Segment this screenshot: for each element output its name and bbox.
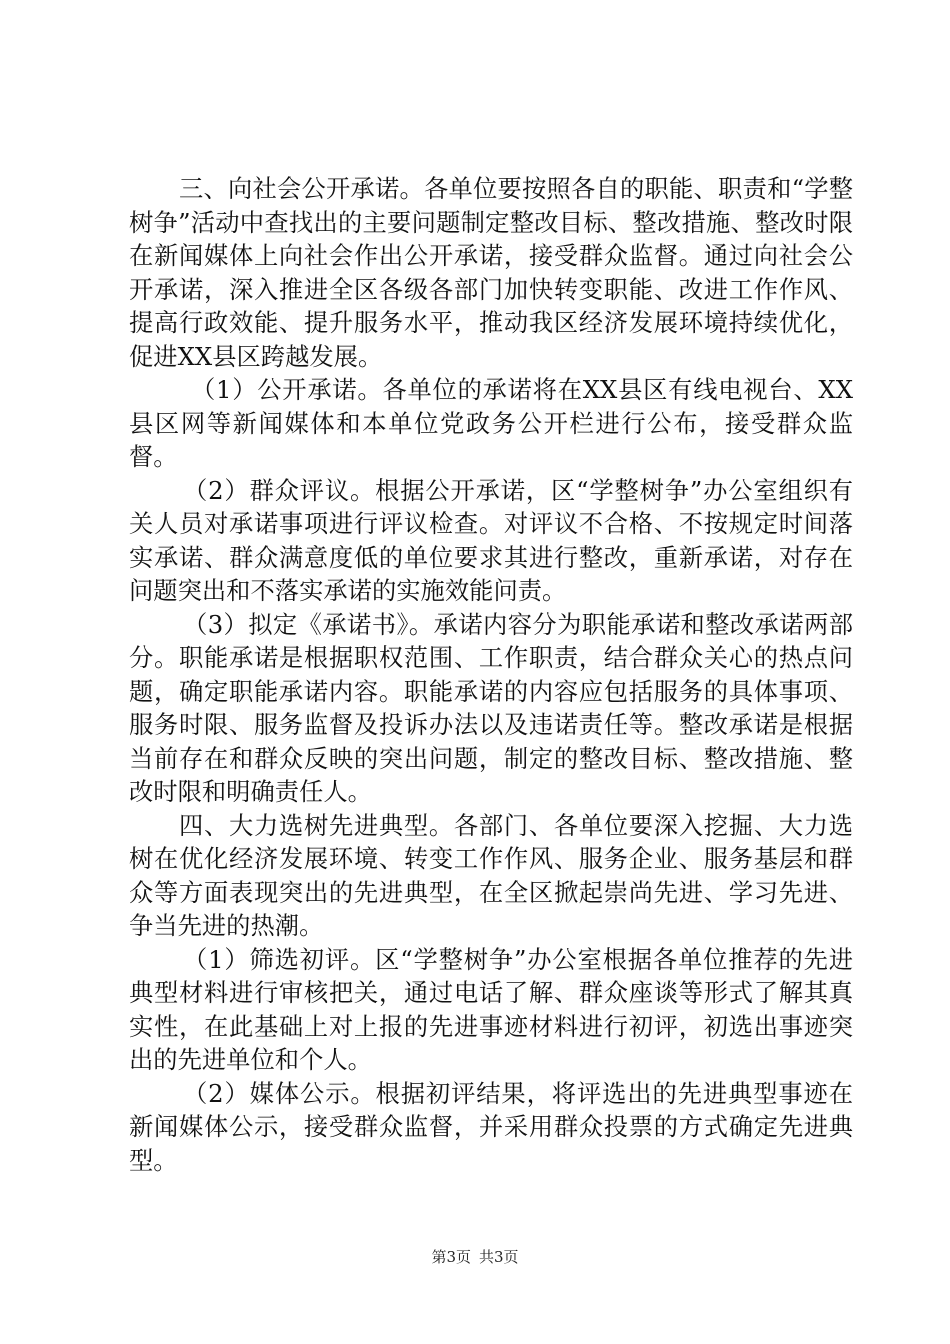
page-footer (0, 1247, 950, 1267)
public-evaluation-paragraph: （2）群众评议。根据公开承诺，区“学整树争”办公室组织有关人员对承诺事项进行评议检查。对评议不合格、不按规定时间落实承诺、群众满意度低的单位要求其进行整改，重新承诺，对存在问题突出和不落实承诺的实施效能问责。 (129, 475, 853, 605)
page-number: 第3页 (431, 1248, 471, 1266)
section-four-paragraph: 四、大力选树先进典型。各部门、各单位要深入挖掘、大力选树在优化经济发展环境、转变工作作风、服务企业、服务基层和群众等方面表现突出的先进典型，在全区掀起崇尚先进、学习先进、争当先进的热潮。 (129, 810, 853, 940)
document-body (129, 172, 853, 1177)
preliminary-selection-paragraph: （1）筛选初评。区“学整树争”办公室根据各单位推荐的先进典型材料进行审核把关，通过电话了解、群众座谈等形式了解其真实性，在此基础上对上报的先进事迹材料进行初评，初选出事迹突出的先进单位和个人。 (129, 944, 853, 1074)
page-total: 共3页 (479, 1248, 519, 1266)
commitment-letter-paragraph: （3）拟定《承诺书》。承诺内容分为职能承诺和整改承诺两部分。职能承诺是根据职权范围、工作职责，结合群众关心的热点问题，确定职能承诺内容。职能承诺的内容应包括服务的具体事项、服务时限、服务监督及投诉办法以及违诺责任等。整改承诺是根据当前存在和群众反映的突出问题，制定的整改目标、整改措施、整改时限和明确责任人。 (129, 609, 853, 806)
media-publicity-paragraph: （2）媒体公示。根据初评结果，将评选出的先进典型事迹在新闻媒体公示，接受群众监督，并采用群众投票的方式确定先进典型。 (129, 1078, 853, 1175)
section-three-paragraph: 三、向社会公开承诺。各单位要按照各自的职能、职责和“学整树争”活动中查找出的主要问题制定整改目标、整改措施、整改时限在新闻媒体上向社会作出公开承诺，接受群众监督。通过向社会公开承诺，深入推进全区各级各部门加快转变职能、改进工作作风、提高行政效能、提升服务水平，推动我区经济发展环境持续优化，促进XX县区跨越发展。 (129, 174, 853, 371)
public-commitment-paragraph: （1）公开承诺。各单位的承诺将在XX县区有线电视台、XX县区网等新闻媒体和本单位党政务公开栏进行公布，接受群众监督。 (129, 375, 853, 471)
